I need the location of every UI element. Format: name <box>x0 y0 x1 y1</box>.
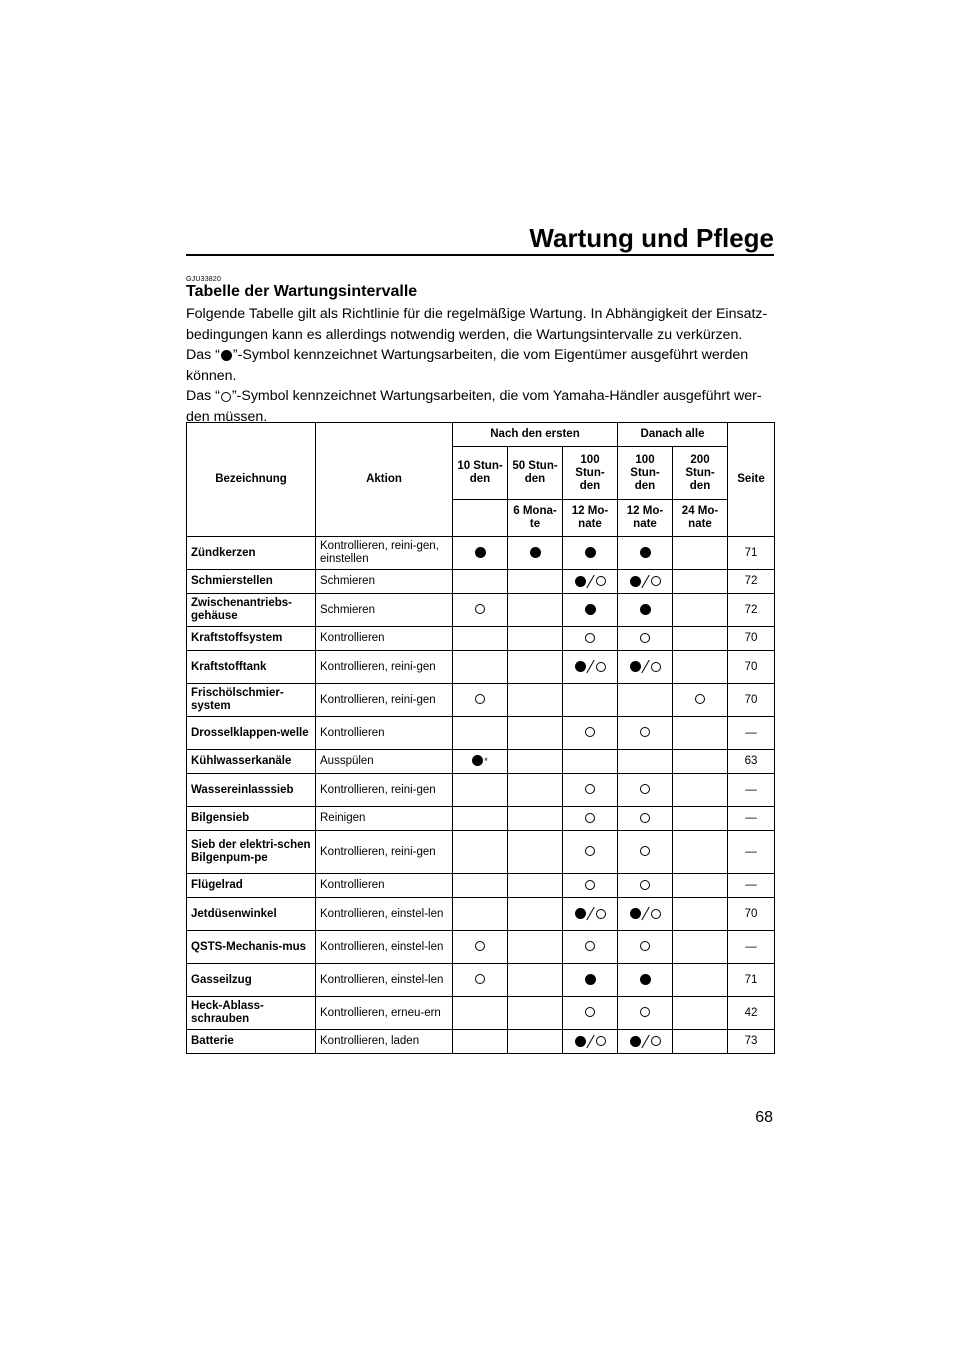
interval-cell <box>508 1030 563 1054</box>
col-header-page: Seite <box>728 423 775 537</box>
item-page: 70 <box>728 898 775 931</box>
interval-cell <box>508 831 563 874</box>
interval-cell <box>453 570 508 594</box>
item-page: 70 <box>728 684 775 717</box>
interval-cell <box>508 750 563 774</box>
interval-cell <box>673 774 728 807</box>
interval-cell <box>618 931 673 964</box>
interval-cell <box>508 570 563 594</box>
interval-cell <box>673 997 728 1030</box>
item-page: — <box>728 831 775 874</box>
open-circle-icon <box>640 846 650 856</box>
col-header-after: Danach alle <box>618 423 728 447</box>
filled-circle-icon <box>585 547 596 558</box>
interval-cell <box>673 874 728 898</box>
interval-cell <box>508 774 563 807</box>
item-name: Bilgensieb <box>187 807 316 831</box>
interval-cell <box>563 717 618 750</box>
interval-cell <box>563 627 618 651</box>
interval-cell <box>508 964 563 997</box>
interval-cell <box>673 537 728 570</box>
interval-cell <box>673 570 728 594</box>
open-circle-icon <box>651 909 661 919</box>
table-row <box>187 627 775 651</box>
open-circle-icon <box>585 1007 595 1017</box>
open-circle-icon <box>640 1007 650 1017</box>
interval-cell <box>618 898 673 931</box>
item-action: Kontrollieren, einstel-len <box>316 931 453 964</box>
open-circle-icon <box>475 694 485 704</box>
open-circle-icon <box>596 662 606 672</box>
slash-icon <box>586 575 596 588</box>
slash-icon <box>586 1035 596 1048</box>
filled-circle-icon <box>472 755 483 766</box>
item-action: Schmieren <box>316 594 453 627</box>
interval-cell <box>508 874 563 898</box>
interval-cell <box>618 964 673 997</box>
open-circle-icon <box>585 727 595 737</box>
interval-cell <box>673 964 728 997</box>
item-page: — <box>728 807 775 831</box>
table-row <box>187 570 775 594</box>
table-row <box>187 774 775 807</box>
filled-circle-icon <box>630 576 641 587</box>
open-circle-icon <box>585 784 595 794</box>
interval-cell <box>453 537 508 570</box>
filled-circle-icon <box>630 1036 641 1047</box>
interval-cell <box>453 931 508 964</box>
interval-cell <box>453 831 508 874</box>
item-page: — <box>728 874 775 898</box>
item-action: Kontrollieren, reini-gen <box>316 684 453 717</box>
open-circle-icon <box>640 784 650 794</box>
interval-cell <box>508 898 563 931</box>
legend-text: ”-Symbol kennzeichnet Wartungsarbeiten, die vom Eigentümer ausgeführt werden können. <box>186 347 749 384</box>
open-circle-icon <box>585 880 595 890</box>
open-circle-icon <box>695 694 705 704</box>
asterisk-icon: * <box>484 756 488 766</box>
col-header-50h: 50 Stun- den <box>508 447 563 500</box>
interval-cell <box>453 874 508 898</box>
col-header-100h-after: 100 Stun- den <box>618 447 673 500</box>
open-circle-icon <box>640 880 650 890</box>
item-action: Kontrollieren, einstel-len <box>316 964 453 997</box>
open-circle-icon <box>221 392 231 402</box>
item-name: QSTS-Mechanis-mus <box>187 931 316 964</box>
interval-cell <box>453 964 508 997</box>
open-circle-icon <box>596 1036 606 1046</box>
interval-cell <box>673 627 728 651</box>
item-action: Schmieren <box>316 570 453 594</box>
filled-circle-icon <box>221 350 232 361</box>
filled-circle-icon <box>640 974 651 985</box>
col-header-6m: 6 Mona- te <box>508 500 563 537</box>
item-action: Kontrollieren <box>316 627 453 651</box>
interval-cell <box>673 831 728 874</box>
slash-icon <box>586 907 596 920</box>
interval-cell <box>618 750 673 774</box>
interval-cell <box>508 997 563 1030</box>
filled-circle-icon <box>575 1036 586 1047</box>
item-name: Kühlwasserkanäle <box>187 750 316 774</box>
col-header-12m-first: 12 Mo- nate <box>563 500 618 537</box>
table-row <box>187 537 775 570</box>
item-page: — <box>728 717 775 750</box>
item-page: 73 <box>728 1030 775 1054</box>
interval-cell <box>673 651 728 684</box>
interval-cell <box>453 651 508 684</box>
interval-cell <box>618 570 673 594</box>
item-action: Kontrollieren, einstel-len <box>316 898 453 931</box>
interval-cell <box>618 651 673 684</box>
open-circle-icon <box>640 727 650 737</box>
interval-cell <box>673 717 728 750</box>
item-action: Kontrollieren <box>316 874 453 898</box>
table-row <box>187 717 775 750</box>
legend-prefix: Das “ <box>186 347 220 364</box>
interval-cell <box>618 594 673 627</box>
item-page: 70 <box>728 651 775 684</box>
item-name: Schmierstellen <box>187 570 316 594</box>
interval-cell <box>453 594 508 627</box>
item-action: Kontrollieren, reini-gen <box>316 831 453 874</box>
interval-cell <box>563 874 618 898</box>
col-header-10h: 10 Stun- den <box>453 447 508 500</box>
interval-cell <box>673 931 728 964</box>
interval-cell <box>508 537 563 570</box>
legend-text: ”-Symbol kennzeichnet Wartungsarbeiten, die vom Yamaha-Händler ausgeführt wer-den müssen. <box>186 388 762 425</box>
filled-circle-icon <box>575 661 586 672</box>
col-header-action: Aktion <box>316 423 453 537</box>
filled-circle-icon <box>575 576 586 587</box>
table-row <box>187 807 775 831</box>
table-row <box>187 997 775 1030</box>
filled-circle-icon <box>640 547 651 558</box>
interval-cell <box>508 807 563 831</box>
interval-cell <box>673 750 728 774</box>
table-row <box>187 750 775 774</box>
open-circle-icon <box>640 941 650 951</box>
open-circle-icon <box>640 633 650 643</box>
table-row <box>187 964 775 997</box>
chapter-title: Wartung und Pflege <box>529 223 774 253</box>
interval-cell <box>563 537 618 570</box>
col-header-200h: 200 Stun- den <box>673 447 728 500</box>
table-row <box>187 831 775 874</box>
interval-cell <box>508 627 563 651</box>
slash-icon <box>641 575 651 588</box>
col-header-24m: 24 Mo- nate <box>673 500 728 537</box>
open-circle-icon <box>651 1036 661 1046</box>
item-page: 71 <box>728 537 775 570</box>
col-header-empty <box>453 500 508 537</box>
interval-cell <box>453 684 508 717</box>
item-action: Kontrollieren, reini-gen, einstellen <box>316 537 453 570</box>
interval-cell <box>618 831 673 874</box>
open-circle-icon <box>651 662 661 672</box>
filled-circle-icon <box>530 547 541 558</box>
interval-cell <box>508 651 563 684</box>
item-action: Ausspülen <box>316 750 453 774</box>
page-number: 68 <box>755 1109 773 1126</box>
open-circle-icon <box>475 941 485 951</box>
item-name: Heck-Ablass-schrauben <box>187 997 316 1030</box>
interval-cell <box>563 997 618 1030</box>
table-row <box>187 651 775 684</box>
table-row <box>187 684 775 717</box>
table-row <box>187 594 775 627</box>
interval-cell <box>563 807 618 831</box>
maintenance-table <box>186 422 775 1054</box>
interval-cell <box>563 1030 618 1054</box>
interval-cell <box>618 627 673 651</box>
table-row <box>187 931 775 964</box>
filled-circle-icon <box>640 604 651 615</box>
interval-cell <box>563 651 618 684</box>
section-code: GJU33820 <box>186 276 222 283</box>
interval-cell <box>453 774 508 807</box>
open-circle-icon <box>585 633 595 643</box>
interval-cell <box>618 774 673 807</box>
slash-icon <box>586 660 596 673</box>
item-page: 71 <box>728 964 775 997</box>
open-circle-icon <box>585 941 595 951</box>
slash-icon <box>641 1035 651 1048</box>
col-header-first: Nach den ersten <box>453 423 618 447</box>
interval-cell <box>453 997 508 1030</box>
interval-cell <box>453 627 508 651</box>
interval-cell <box>563 964 618 997</box>
item-page: 72 <box>728 570 775 594</box>
interval-cell <box>673 1030 728 1054</box>
interval-cell <box>453 807 508 831</box>
open-circle-icon <box>475 604 485 614</box>
item-page: 63 <box>728 750 775 774</box>
interval-cell <box>563 684 618 717</box>
open-circle-icon <box>596 576 606 586</box>
table-row <box>187 898 775 931</box>
item-name: Gasseilzug <box>187 964 316 997</box>
filled-circle-icon <box>575 908 586 919</box>
col-header-100h-first: 100 Stun- den <box>563 447 618 500</box>
interval-cell <box>453 717 508 750</box>
interval-cell <box>563 898 618 931</box>
item-name: Drosselklappen-welle <box>187 717 316 750</box>
slash-icon <box>641 660 651 673</box>
table-body <box>187 537 775 1054</box>
filled-circle-icon <box>585 974 596 985</box>
interval-cell <box>563 774 618 807</box>
item-page: 72 <box>728 594 775 627</box>
filled-circle-icon <box>585 604 596 615</box>
item-action: Kontrollieren, laden <box>316 1030 453 1054</box>
item-page: 70 <box>728 627 775 651</box>
interval-cell <box>508 717 563 750</box>
item-action: Kontrollieren, reini-gen <box>316 651 453 684</box>
interval-cell <box>453 1030 508 1054</box>
interval-cell <box>563 594 618 627</box>
item-action: Reinigen <box>316 807 453 831</box>
open-circle-icon <box>640 813 650 823</box>
legend-prefix: Das “ <box>186 388 220 405</box>
interval-cell <box>508 931 563 964</box>
intro-paragraph: Folgende Tabelle gilt als Richtlinie für die regelmäßige Wartung. In Abhängigkeit der Einsatz-bedingungen kann es allerdings notwendig werden, die Wartungsintervalle zu verkürzen. <box>186 306 768 343</box>
open-circle-icon <box>585 813 595 823</box>
filled-circle-icon <box>630 908 641 919</box>
section-title: Tabelle der Wartungsintervalle <box>186 283 418 300</box>
open-circle-icon <box>651 576 661 586</box>
interval-cell <box>563 750 618 774</box>
item-action: Kontrollieren <box>316 717 453 750</box>
filled-symbol-legend <box>186 345 774 386</box>
filled-circle-icon <box>630 661 641 672</box>
interval-cell <box>618 684 673 717</box>
item-action: Kontrollieren, reini-gen <box>316 774 453 807</box>
interval-cell <box>618 997 673 1030</box>
filled-circle-icon <box>475 547 486 558</box>
interval-cell <box>508 594 563 627</box>
interval-cell <box>618 537 673 570</box>
item-page: — <box>728 774 775 807</box>
item-name: Flügelrad <box>187 874 316 898</box>
interval-cell <box>453 750 508 774</box>
interval-cell <box>563 570 618 594</box>
item-page: — <box>728 931 775 964</box>
item-name: Kraftstoffsystem <box>187 627 316 651</box>
interval-cell <box>508 684 563 717</box>
item-name: Zwischenantriebs-gehäuse <box>187 594 316 627</box>
open-circle-icon <box>596 909 606 919</box>
interval-cell <box>563 931 618 964</box>
slash-icon <box>641 907 651 920</box>
intro-text <box>186 304 774 428</box>
interval-cell <box>618 874 673 898</box>
interval-cell <box>618 1030 673 1054</box>
open-circle-icon <box>475 974 485 984</box>
item-page: 42 <box>728 997 775 1030</box>
interval-cell <box>453 898 508 931</box>
table-row <box>187 1030 775 1054</box>
item-name: Kraftstofftank <box>187 651 316 684</box>
interval-cell <box>618 807 673 831</box>
item-action: Kontrollieren, erneu-ern <box>316 997 453 1030</box>
table-row <box>187 874 775 898</box>
interval-cell <box>673 898 728 931</box>
interval-cell <box>673 594 728 627</box>
item-name: Batterie <box>187 1030 316 1054</box>
page-header <box>186 222 774 256</box>
interval-cell <box>673 684 728 717</box>
item-name: Zündkerzen <box>187 537 316 570</box>
interval-cell <box>618 717 673 750</box>
item-name: Wassereinlasssieb <box>187 774 316 807</box>
item-name: Jetdüsenwinkel <box>187 898 316 931</box>
col-header-12m-after: 12 Mo- nate <box>618 500 673 537</box>
interval-cell <box>673 807 728 831</box>
interval-cell <box>563 831 618 874</box>
open-circle-icon <box>585 846 595 856</box>
item-name: Frischölschmier-system <box>187 684 316 717</box>
col-header-name: Bezeichnung <box>187 423 316 537</box>
item-name: Sieb der elektri-schen Bilgenpum-pe <box>187 831 316 874</box>
